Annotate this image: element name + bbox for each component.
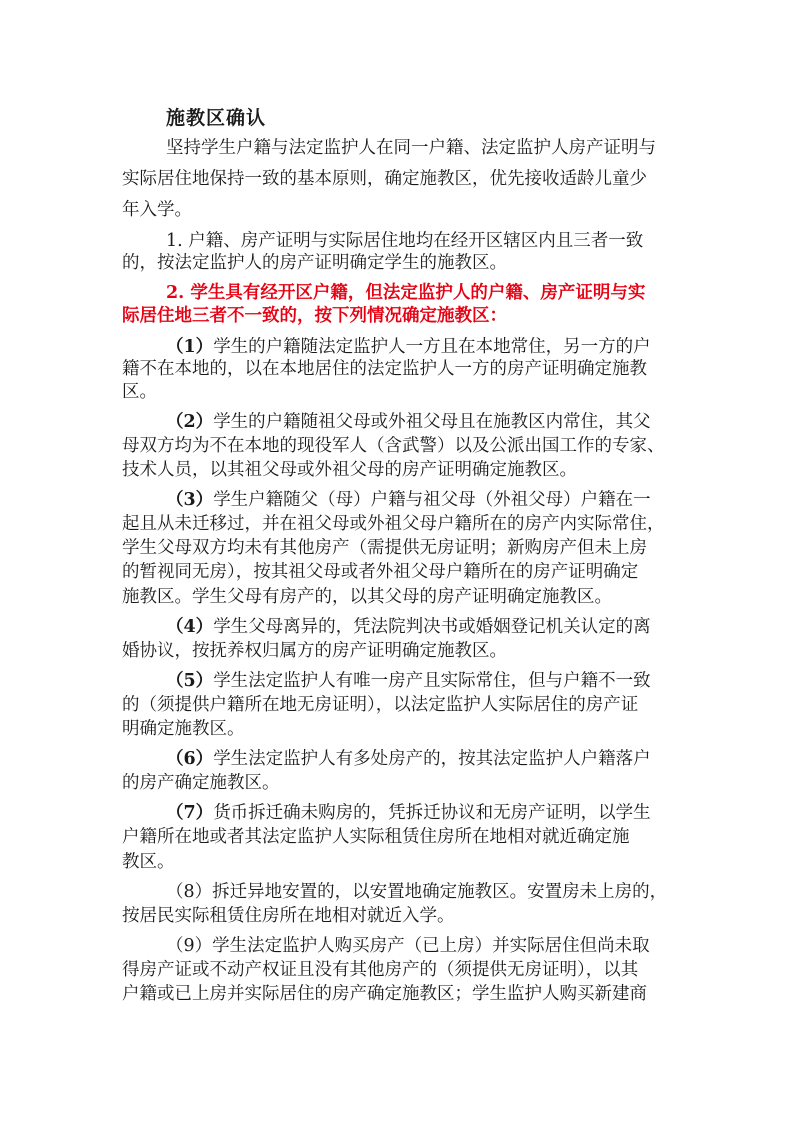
item-6-line-2: 的房产确定施教区。	[122, 773, 280, 793]
item-8-line-1	[166, 880, 667, 904]
item-number: （7）	[166, 803, 214, 823]
intro-line-1: 坚持学生户籍与法定监护人在同一户籍、法定监护人房产证明与	[166, 138, 656, 158]
item-3-line-3: 学生父母双方均未有其他房产（需提供无房证明；新购房产但未上房	[122, 538, 647, 558]
intro-line-3: 年入学。	[122, 200, 192, 220]
item-number: （5）	[166, 671, 214, 691]
item-text: 学生法定监护人有多处房产的，按其法定监护人户籍落户	[213, 749, 651, 769]
item-3-line-4: 的暂视同无房），按其祖父母或者外祖父母户籍所在的房产证明确定	[122, 562, 639, 582]
p1-line-1: 1. 户籍、房产证明与实际居住地均在经开区辖区内且三者一致	[166, 231, 644, 251]
item-2-line-1	[166, 410, 651, 434]
item-1-line-1	[166, 335, 651, 359]
item-4-line-1	[166, 615, 651, 639]
item-3-line-2: 起且从未迁移过，并在祖父母或外祖父母户籍所在的房产内实际常住，	[122, 514, 665, 534]
section-heading: 施教区确认	[166, 107, 267, 129]
item-number: （3）	[166, 490, 214, 510]
item-5-line-1	[166, 669, 651, 693]
item-text: 学生的户籍随法定监护人一方且在本地常住，另一方的户	[213, 337, 651, 357]
item-2-line-3: 技术人员，以其祖父母或外祖父母的房产证明确定施教区。	[122, 460, 577, 480]
item-text: 学生父母离异的，凭法院判决书或婚姻登记机关认定的离	[213, 617, 651, 637]
item-1-line-2: 籍不在本地的，以在本地居住的法定监护人一方的房产证明确定施教	[122, 359, 647, 379]
p1-line-2: 的，按法定监护人的房产证明确定学生的施教区。	[122, 253, 507, 273]
p2-line-1: 2. 学生具有经开区户籍，但法定监护人的户籍、房产证明与实	[166, 283, 646, 303]
p2-line-2: 际居住地三者不一致的，按下列情况确定施教区：	[122, 306, 507, 326]
item-5-line-2: 的（须提供户籍所在地无房证明），以法定监护人实际居住的房产证	[122, 695, 639, 715]
item-number: （8）	[166, 882, 213, 902]
item-9-line-3: 户籍或已上房并实际居住的房产确定施教区；学生监护人购买新建商	[122, 984, 647, 1004]
item-3-line-5: 施教区。学生父母有房产的，以其父母的房产证明确定施教区。	[122, 587, 612, 607]
item-number: （2）	[166, 412, 214, 432]
item-number: （1）	[166, 337, 214, 357]
item-text: 拆迁异地安置的，以安置地确定施教区。安置房未上房的，	[212, 882, 668, 902]
item-7-line-2: 户籍所在地或者其法定监护人实际租赁住房所在地相对就近确定施	[122, 827, 630, 847]
item-text: 货币拆迁确未购房的，凭拆迁协议和无房产证明，以学生	[213, 803, 651, 823]
item-3-line-1	[166, 488, 651, 512]
item-7-line-1	[166, 801, 651, 825]
item-number: （4）	[166, 617, 214, 637]
intro-line-2: 实际居住地保持一致的基本原则，确定施教区，优先接收适龄儿童少	[122, 169, 647, 189]
item-6-line-1	[166, 747, 651, 771]
item-2-line-2: 母双方均为不在本地的现役军人（含武警）以及公派出国工作的专家、	[122, 436, 665, 456]
item-text: 学生户籍随父（母）户籍与祖父母（外祖父母）户籍在一	[213, 490, 651, 510]
item-9-line-1	[166, 934, 650, 958]
item-9-line-2: 得房产证或不动产权证且没有其他房产的（须提供无房证明），以其	[122, 960, 639, 980]
item-number: （9）	[166, 936, 213, 956]
item-text: 学生法定监护人购买房产（已上房）并实际居住但尚未取	[212, 936, 650, 956]
item-number: （6）	[166, 749, 214, 769]
item-5-line-3: 明确定施教区。	[122, 719, 245, 739]
item-text: 学生的户籍随祖父母或外祖父母且在施教区内常住，其父	[213, 412, 651, 432]
item-8-line-2: 按居民实际租赁住房所在地相对就近入学。	[122, 906, 455, 926]
item-7-line-3: 教区。	[122, 852, 175, 872]
item-4-line-2: 婚协议，按抚养权归属方的房产证明确定施教区。	[122, 641, 507, 661]
item-text: 学生法定监护人有唯一房产且实际常住，但与户籍不一致	[213, 671, 651, 691]
item-1-line-3: 区。	[122, 382, 157, 402]
